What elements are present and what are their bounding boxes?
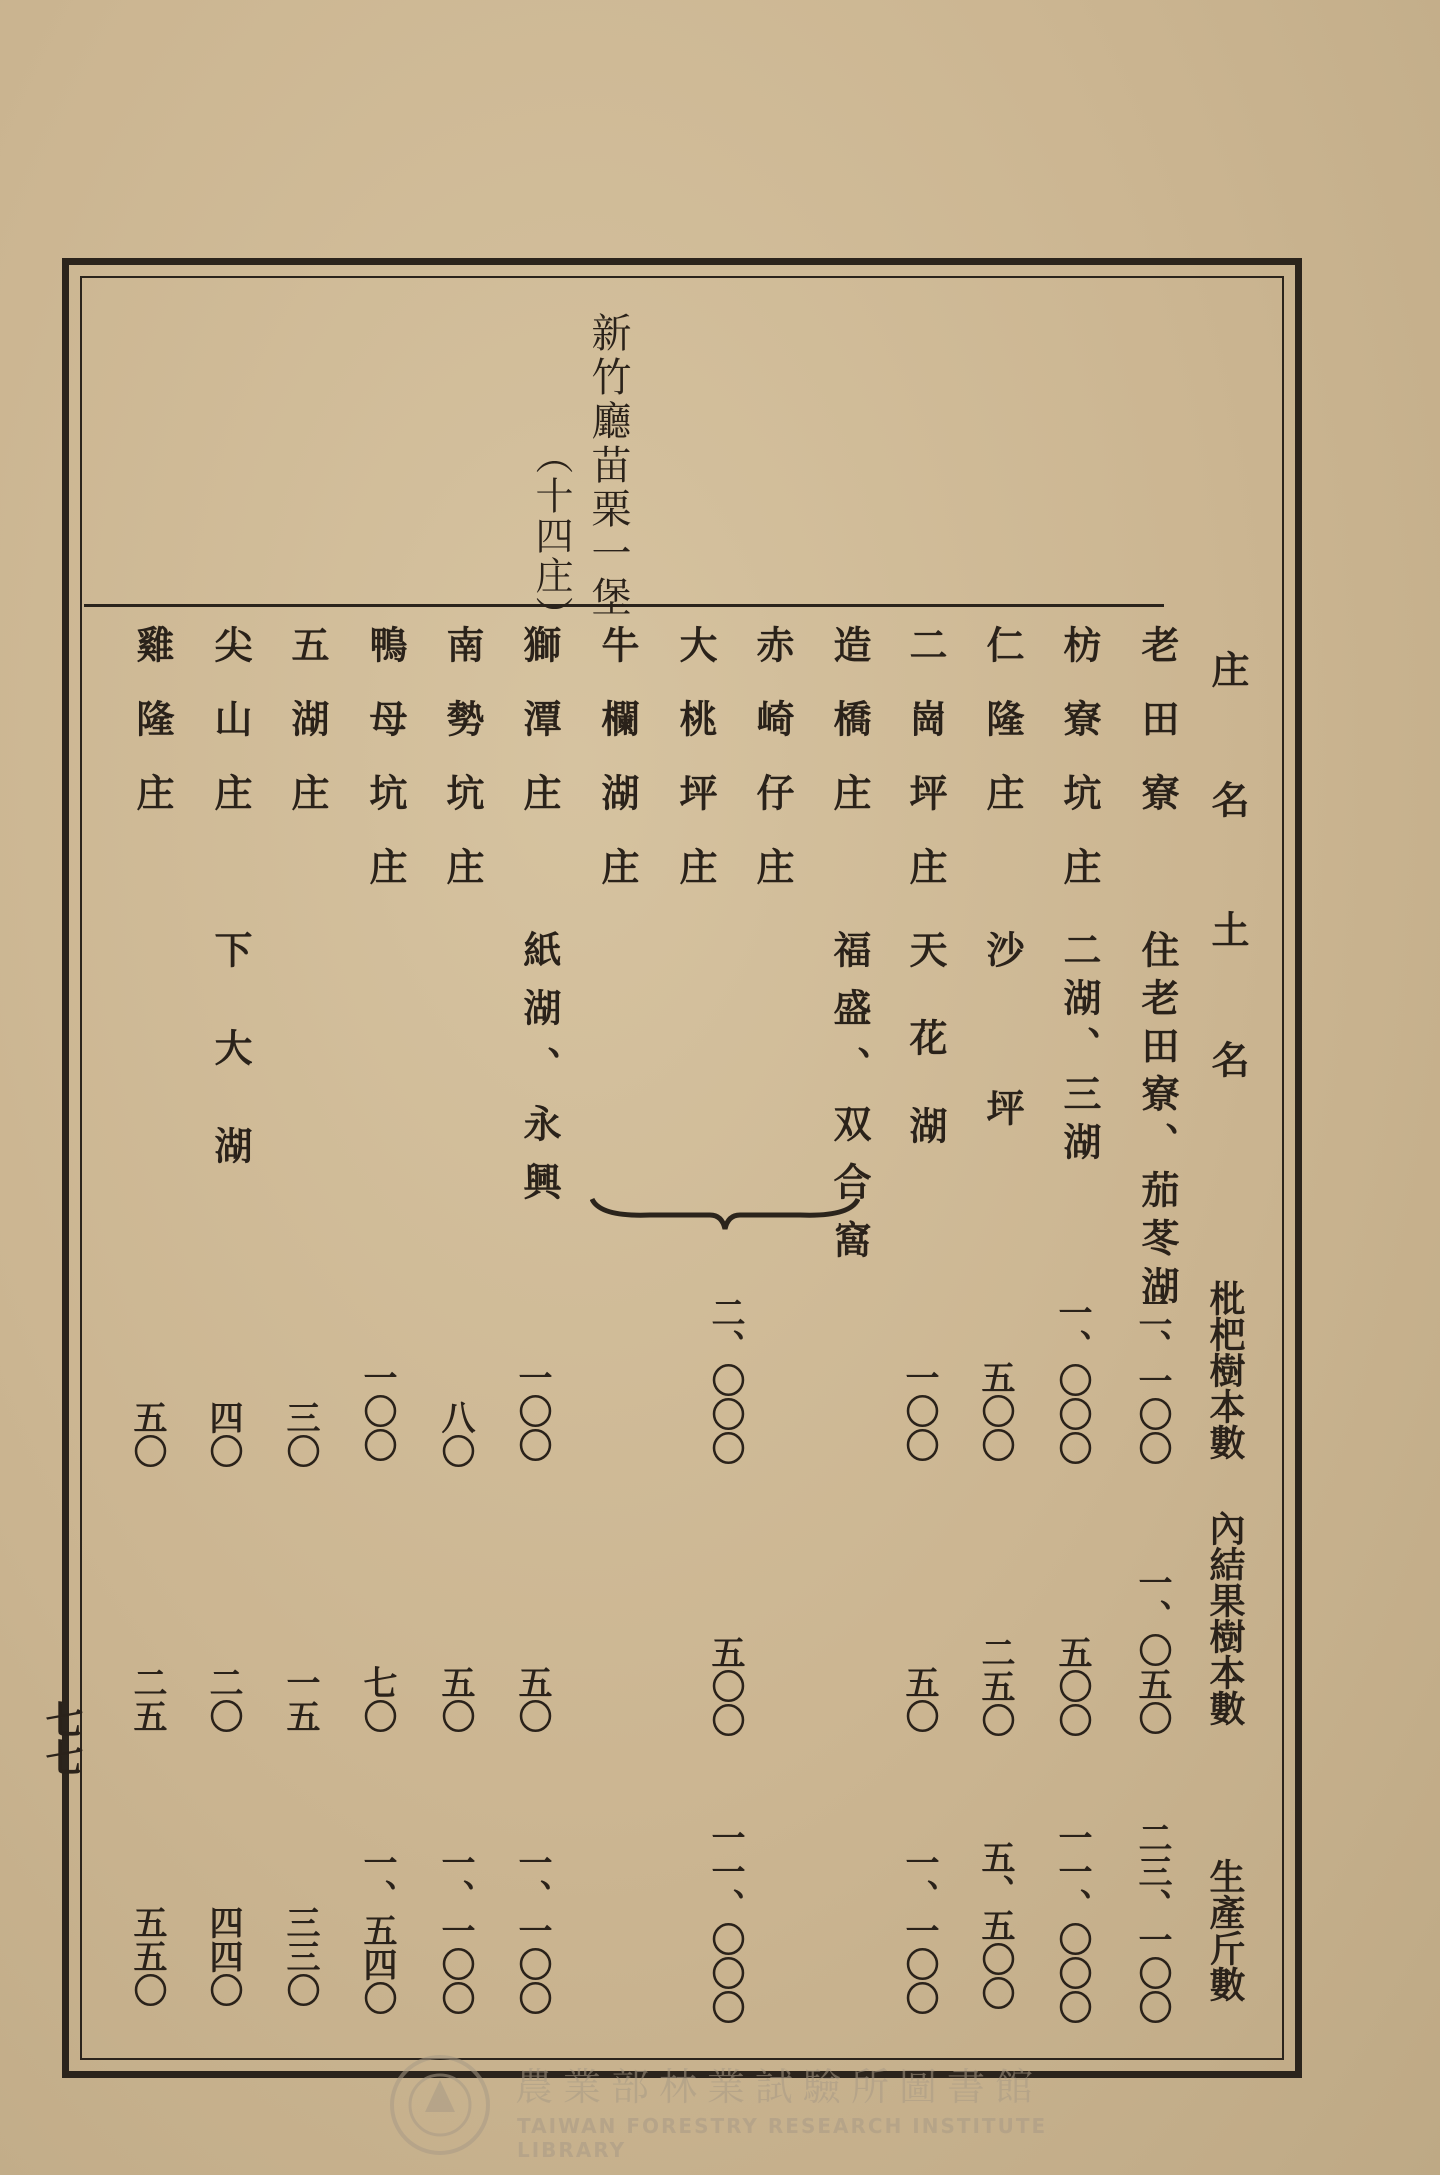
row-4-production: 一、一〇〇	[899, 1845, 939, 2015]
row-10-village: 南勢坑庄	[440, 625, 485, 921]
row-13-trees: 四〇	[203, 1400, 243, 1468]
row-9-trees: 一〇〇	[512, 1360, 552, 1462]
row-11-village: 鴨母坑庄	[363, 625, 408, 921]
region-title: 新竹廳苗栗一堡	[585, 312, 631, 620]
row-6-trees: 二、〇〇〇	[705, 1295, 745, 1465]
header-village-name: 庄名土名	[1205, 650, 1250, 1170]
row-14-village: 雞隆庄	[130, 625, 175, 847]
row-5-village: 造橋庄	[827, 625, 872, 847]
row-4-village: 二崗坪庄	[903, 625, 948, 921]
row-1-village: 老田寮	[1135, 625, 1180, 847]
library-seal-icon	[385, 2050, 495, 2160]
row-11-trees: 一〇〇	[357, 1360, 397, 1462]
region-count: （十四庄）	[529, 436, 573, 636]
row-2-production: 一一、〇〇〇	[1052, 1820, 1092, 2024]
row-1-trees: 二、一〇〇	[1132, 1295, 1172, 1465]
row-3-subvillage: 沙坪	[980, 930, 1025, 1246]
header-production: 生產斤數	[1204, 1858, 1246, 2002]
row-13-production: 四四〇	[203, 1905, 243, 2007]
row-10-production: 一、一〇〇	[435, 1845, 475, 2015]
row-2-subvillage: 二湖、三湖	[1057, 930, 1102, 1170]
row-4-subvillage: 天花湖	[903, 930, 948, 1194]
row-14-trees: 五〇	[127, 1400, 167, 1468]
row-11-fruiting: 七〇	[357, 1665, 397, 1733]
watermark-english: TAIWAN FORESTRY RESEARCH INSTITUTE LIBRARY	[517, 2114, 1048, 2162]
row-3-village: 仁隆庄	[980, 625, 1025, 847]
row-12-production: 三三〇	[280, 1905, 320, 2007]
row-1-subvillage: 住老田寮、茄苳湖	[1135, 930, 1180, 1314]
library-watermark	[385, 2050, 1085, 2160]
row-2-trees: 一、〇〇〇	[1052, 1295, 1092, 1465]
header-fruiting-count: 內結果樹本數	[1204, 1510, 1246, 1726]
row-3-production: 五、五〇〇	[975, 1840, 1015, 2010]
row-5-subvillage: 福盛、双合窩	[827, 930, 872, 1278]
row-9-fruiting: 五〇	[512, 1665, 552, 1733]
row-2-village: 枋寮坑庄	[1057, 625, 1102, 921]
row-6-fruiting: 五〇〇	[705, 1635, 745, 1737]
row-9-village: 獅潭庄	[517, 625, 562, 847]
row-6-village: 赤崎仔庄	[750, 625, 795, 921]
page-number: 七七	[39, 1700, 84, 1776]
row-11-production: 一、五四〇	[357, 1845, 397, 2015]
row-3-fruiting: 二五〇	[975, 1635, 1015, 1737]
row-9-subvillage: 紙湖、永興	[517, 930, 562, 1220]
row-4-trees: 一〇〇	[899, 1360, 939, 1462]
row-9-production: 一、一〇〇	[512, 1845, 552, 2015]
row-12-village: 五湖庄	[285, 625, 330, 847]
row-8-village: 牛欄湖庄	[595, 625, 640, 921]
watermark-chinese: 農業部林業試驗所圖書館	[515, 2065, 1044, 2109]
row-10-trees: 八〇	[435, 1400, 475, 1468]
row-3-trees: 五〇〇	[975, 1360, 1015, 1462]
row-4-fruiting: 五〇	[899, 1665, 939, 1733]
header-tree-count: 枇杷樹本數	[1204, 1280, 1246, 1460]
row-1-fruiting: 一、〇五〇	[1132, 1565, 1172, 1735]
row-13-village: 尖山庄	[208, 625, 253, 847]
row-14-fruiting: 二五	[127, 1665, 167, 1733]
row-14-production: 五五〇	[127, 1905, 167, 2007]
grouping-brace	[590, 1195, 860, 1235]
row-1-production: 二三、一〇〇	[1132, 1820, 1172, 2024]
row-12-fruiting: 一五	[280, 1665, 320, 1733]
row-12-trees: 三〇	[280, 1400, 320, 1468]
row-7-village: 大桃坪庄	[673, 625, 718, 921]
row-13-subvillage: 下大湖	[208, 930, 253, 1224]
row-6-production: 一一、〇〇〇	[705, 1820, 745, 2024]
row-13-fruiting: 二〇	[203, 1665, 243, 1733]
row-2-fruiting: 五〇〇	[1052, 1635, 1092, 1737]
row-10-fruiting: 五〇	[435, 1665, 475, 1733]
